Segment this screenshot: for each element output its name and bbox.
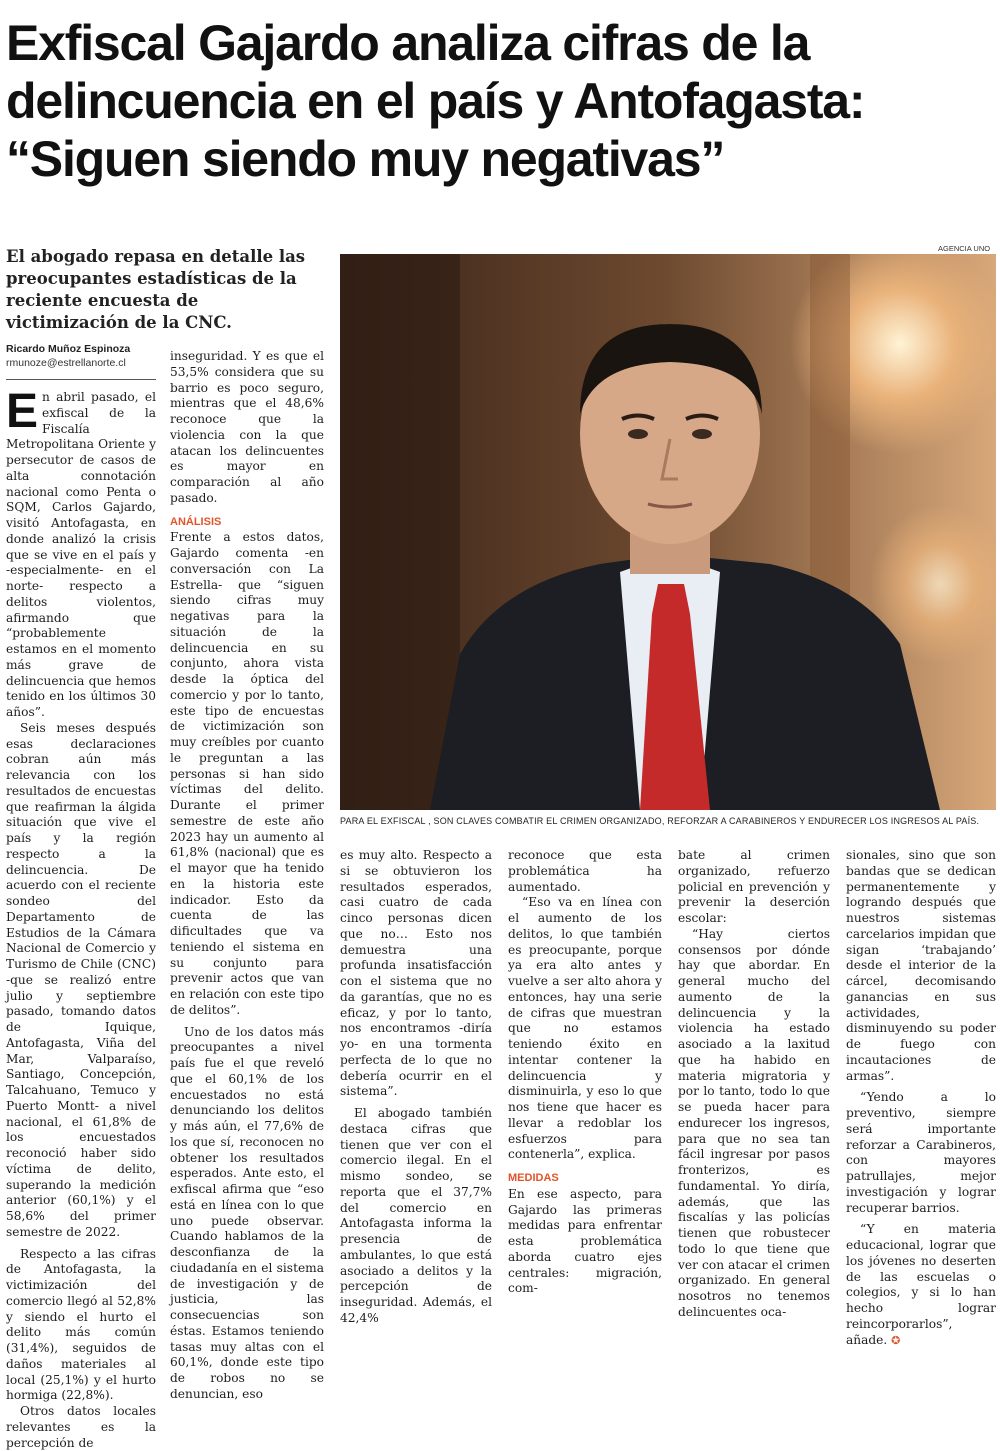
- article-paragraph: inseguridad. Y es que el 53,5% considera que su barrio es poco seguro, mientras que el 48,6% reconoce que la violencia con la que atacan los delincuentes es mayor en comparación al año pasado.: [170, 349, 324, 505]
- subheading-medidas: MEDIDAS: [508, 1172, 559, 1184]
- article-paragraph: Seis meses después esas declaraciones cobran aún más relevancia con los resultados de encuestas que reafirman la álgida situación que vive el país y la región respecto a la delincuencia. De acuerdo con el reciente sondeo del Departamento de Estudios de la Cámara Nacional de Comercio y Turismo de Chile (CNC) -que se realizó entre julio y septiembre pasado, tomando datos de Iquique, Antofagasta, Viña del Mar, Valparaíso, Santiago, Concepción, Talcahuano, Temuco y Puerto Montt- a nivel nacional, el 61,8% de los encuestados reconoció haber sido víctima de delito, superando la medición anterior (60,1%) y el 58,6% del primer semestre de 2022.: [6, 720, 156, 1239]
- article-column-4: [508, 848, 662, 1297]
- article-paragraph: El abogado también destaca cifras que tienen que ver con el comercio ilegal. En el mismo sondeo, se reporta que el 37,7% del comercio en Antofagasta informa la presencia de ambulantes, lo que está asociado a delitos y la percepción de inseguridad. Además, el 42,4%: [340, 1106, 492, 1325]
- headline-line-1: Exfiscal Gajardo analiza cifras de la: [6, 15, 810, 71]
- article-paragraph: Otros datos locales relevantes es la percepción de: [6, 1404, 156, 1450]
- subheading-analisis: ANÁLISIS: [170, 515, 222, 528]
- article-column-3: [340, 848, 492, 1327]
- end-mark-icon: ✪: [891, 1333, 901, 1347]
- article-paragraph: “Y en materia educacional, lograr que los jóvenes no deserten de las escuelas o colegios, y si lo han hecho lograr reincorporarlos”, añade. ✪: [846, 1222, 996, 1347]
- lede: El abogado repasa en detalle las preocupantes estadísticas de la reciente encuesta de victimización de la CNC.: [6, 247, 306, 332]
- headline: [6, 14, 996, 188]
- article-paragraph: En ese aspecto, para Gajardo las primeras medidas para enfrentar esta problemática aborda cuatro ejes centrales: migración, com-: [508, 1186, 662, 1296]
- article-paragraph: “Eso va en línea con el aumento de los delitos, lo que también es preocupante, porque ya era alto antes y vuelve a ser alto ahora y entonces, hay una serie de cifras que muestran que no estamos teniendo éxito en intentar contener la delincuencia y disminuirla, y eso lo que nos tiene que hacer es llevar a redoblar los esfuerzos para contenerla”, explica.: [508, 895, 662, 1162]
- article-column-1: [6, 385, 156, 1451]
- photo-credit: AGENCIA UNO: [938, 244, 991, 253]
- article-paragraph: reconoce que esta problemática ha aumentado.: [508, 848, 662, 894]
- article-column-6: [846, 848, 996, 1348]
- article-paragraph: es muy alto. Respecto a si se obtuvieron los resultados esperados, casi cuatro de cada cinco personas dicen que no… Esto nos demuestra una profunda insatisfacción con el sistema que no da garantías, que no es eficaz, y por lo tanto, nos encontramos -diría yo- en una tormenta perfecta de lo que no debería ocurrir en el sistema”.: [340, 848, 492, 1099]
- byline-divider: [6, 379, 156, 380]
- dropcap: E: [6, 385, 39, 438]
- article-paragraph: “Hay ciertos consensos por dónde hay que abordar. En general mucho del aumento de la delincuencia y la violencia ha estado asociado a la laxitud que ha habido en materia migratoria y por lo tanto, todo lo que se pueda hacer para endurecer los ingresos, para que no sea tan fácil ingresar por pasos fronterizos, es fundamental. Yo diría, además, que las fiscalías y las policías tienen que robustecer todo lo que tiene que ver con atacar el crimen organizado. En general nosotros no tenemos delincuentes oca-: [678, 926, 830, 1319]
- byline: [6, 343, 156, 369]
- article-column-2: [170, 349, 324, 1403]
- article-paragraph: Frente a estos datos, Gajardo comenta -en conversación con La Estrella- que “siguen siendo cifras muy negativas para la situación de la delincuencia en su conjunto, ahora vista desde la óptica del comercio y por lo tanto, este tipo de encuestas de victimización son muy creíbles por cuanto le preguntan a las personas si han sido víctimas del delito. Durante el primer semestre de este año 2023 hay un aumento al 61,8% (nacional) que es el mayor que ha tenido en la historia este indicador. Esto da cuenta de las dificultades que va teniendo el sistema en su conjunto para prevenir actos que van en relación con este tipo de delitos”.: [170, 530, 324, 1017]
- article-paragraph: Respecto a las cifras de Antofagasta, la victimización del comercio llegó al 52,8% y siendo el hurto el delito más común (31,4%), seguidos de daños materiales al local (25,1%) y el hurto hormiga (22,8%).: [6, 1246, 156, 1403]
- photo-caption: PARA EL EXFISCAL , SON CLAVES COMBATIR EL CRIMEN ORGANIZADO, REFORZAR A CARABINEROS Y ENDURECER LOS INGRESOS AL PAÍS.: [340, 816, 980, 826]
- article-paragraph: sionales, sino que son bandas que se dedican permanentemente y logrando después que nuestros sistemas carcelarios impidan que sigan ‘trabajando’ desde el interior de la cárcel, decomisando ganancias en sus actividades, disminuyendo su poder de fuego con incautaciones de armas”.: [846, 848, 996, 1083]
- article-column-5: [678, 848, 830, 1321]
- article-paragraph: Uno de los datos más preocupantes a nivel país fue el que reveló que el 60,1% de los encuestados no está denunciando los delitos y más aún, el 77,6% de los que sí, reconocen no obtener los resultados esperados. Ante esto, el exfiscal afirma que “eso está en línea con lo que uno puede observar. Cuando hablamos de la desconfianza de la ciudadanía en el sistema de investigación y de justicia, las consecuencias son éstas. Estamos teniendo tasas muy altas con el 60,1%, donde este tipo de robos no se denuncian, eso: [170, 1024, 324, 1401]
- article-paragraph: bate al crimen organizado, refuerzo policial en prevención y prevenir la deserción escolar:: [678, 848, 830, 925]
- article-paragraph: “Yendo a lo preventivo, siempre será importante reforzar a Carabineros, con mayores patrullajes, mejor investigación y lograr recuperar barrios.: [846, 1090, 996, 1215]
- headline-line-2: delincuencia en el país y Antofagasta:: [6, 73, 865, 129]
- byline-author: Ricardo Muñoz Espinoza: [6, 343, 131, 355]
- headline-line-3: “Siguen siendo muy negativas”: [6, 131, 725, 187]
- byline-email: rmunoze@estrellanorte.cl: [6, 357, 126, 369]
- portrait-illustration: [340, 254, 996, 810]
- article-photo: [340, 254, 996, 810]
- article-paragraph: En abril pasado, el exfiscal de la Fiscalía Metropolitana Oriente y persecutor de casos de alta connotación nacional como Penta o SQM, Carlos Gajardo, visitó Antofagasta, en donde analizó la crisis que se vive en el país y -especialmente- en el norte- respecto a delitos violentos, afirmando que “probablemente estamos en el momento más grave de delincuencia que hemos tenido en los últimos 30 años”.: [6, 385, 156, 719]
